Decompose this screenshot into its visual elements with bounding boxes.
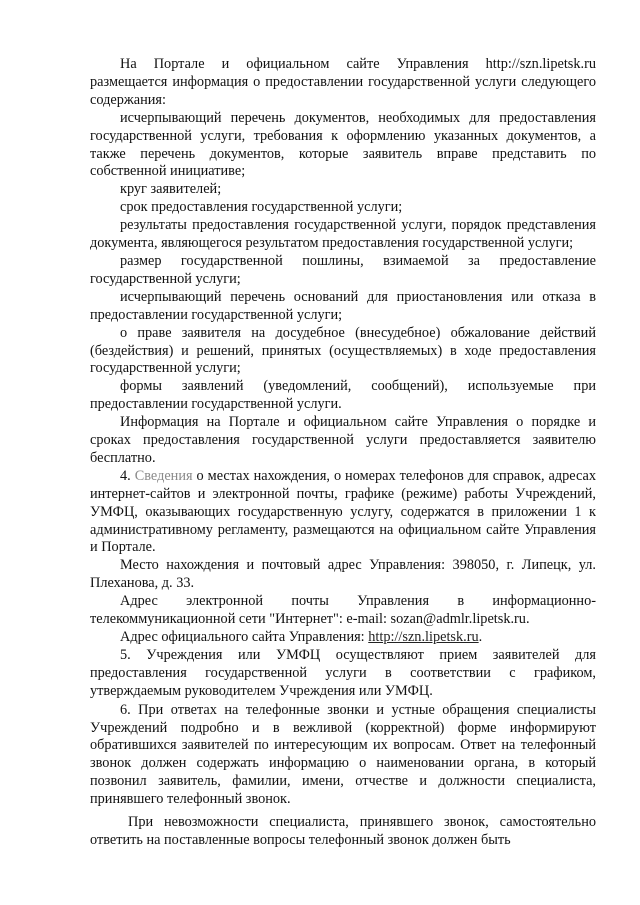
email-paragraph: Адрес электронной почты Управления в информационно-телекоммуникационной сети "Интернет": e-mail: sozan@admlr.lipetsk.ru. [90,593,596,628]
list-item: результаты предоставления государственной услуги, порядок представления документа, являющегося результатом предоставления государственной услуги; [90,217,596,252]
free-info-paragraph: Информация на Портале и официальном сайте Управления о порядке и сроках предоставления государственной услуги предоставляется заявителю бесплатно. [90,414,596,466]
paragraph-6: 6. При ответах на телефонные звонки и устные обращения специалисты Учреждений подробно и в вежливой (корректной) форме информируют обратившихся заявителей по интересующим их вопросам. Ответ на телефонный звонок должен содержать информацию о наименовании органа, в который позвонил заявитель, фамилии, имени, отчестве и должности специалиста, принявшего телефонный звонок. [90,701,596,808]
website-label: Адрес официального сайта Управления: [120,629,365,645]
list-item: исчерпывающий перечень документов, необходимых для предоставления государственной услуги, требования к оформлению указанных документов, а также перечень документов, которые заявитель вправе представить по собственной инициативе; [90,109,596,180]
website-end: . [478,629,483,645]
paragraph-7: При невозможности специалиста, принявшего звонок, самостоятельно ответить на поставленные вопросы телефонный звонок должен быть [90,814,596,848]
paragraph-5: 5. Учреждения или УМФЦ осуществляют прием заявителей для предоставления государственной услуги в соответствии с графиком, утверждаемым руководителем Учреждения или УМФЦ. [90,646,596,699]
paragraph-4 [90,468,596,558]
website-paragraph [90,629,596,647]
paragraph-4-lead-word: Сведения [134,467,193,484]
website-link[interactable]: http://szn.lipetsk.ru [368,629,479,645]
list-item: круг заявителей; [120,181,222,198]
document-page [90,56,596,850]
list-item: срок предоставления государственной услуги; [120,199,403,216]
location-paragraph: Место нахождения и почтовый адрес Управления: 398050, г. Липецк, ул. Плеханова, д. 33. [90,557,596,592]
paragraph-4-number: 4. [120,467,131,484]
list-item: размер государственной пошлины, взимаемой за предоставление государственной услуги; [90,252,596,287]
paragraph-4-text: о местах нахождения, о номерах телефонов для справок, адресах интернет-сайтов и электронной почты, графике (режиме) работы Учреждений, УМФЦ, оказывающих государственную услугу, содержатся в приложении 1 к административному регламенту, размещаются на официальном сайте Управления и Портале. [90,467,596,556]
list-item: о праве заявителя на досудебное (внесудебное) обжалование действий (бездействия) и решений, принятых (осуществляемых) в ходе предоставления государственной услуги; [90,324,596,377]
list-item: формы заявлений (уведомлений, сообщений), используемые при предоставлении государственной услуги. [90,378,596,413]
intro-paragraph: На Портале и официальном сайте Управления http://szn.lipetsk.ru размещается информация о предоставлении государственной услуги следующего содержания: [90,56,596,108]
list-item: исчерпывающий перечень оснований для приостановления или отказа в предоставлении государственной услуги; [90,288,596,323]
